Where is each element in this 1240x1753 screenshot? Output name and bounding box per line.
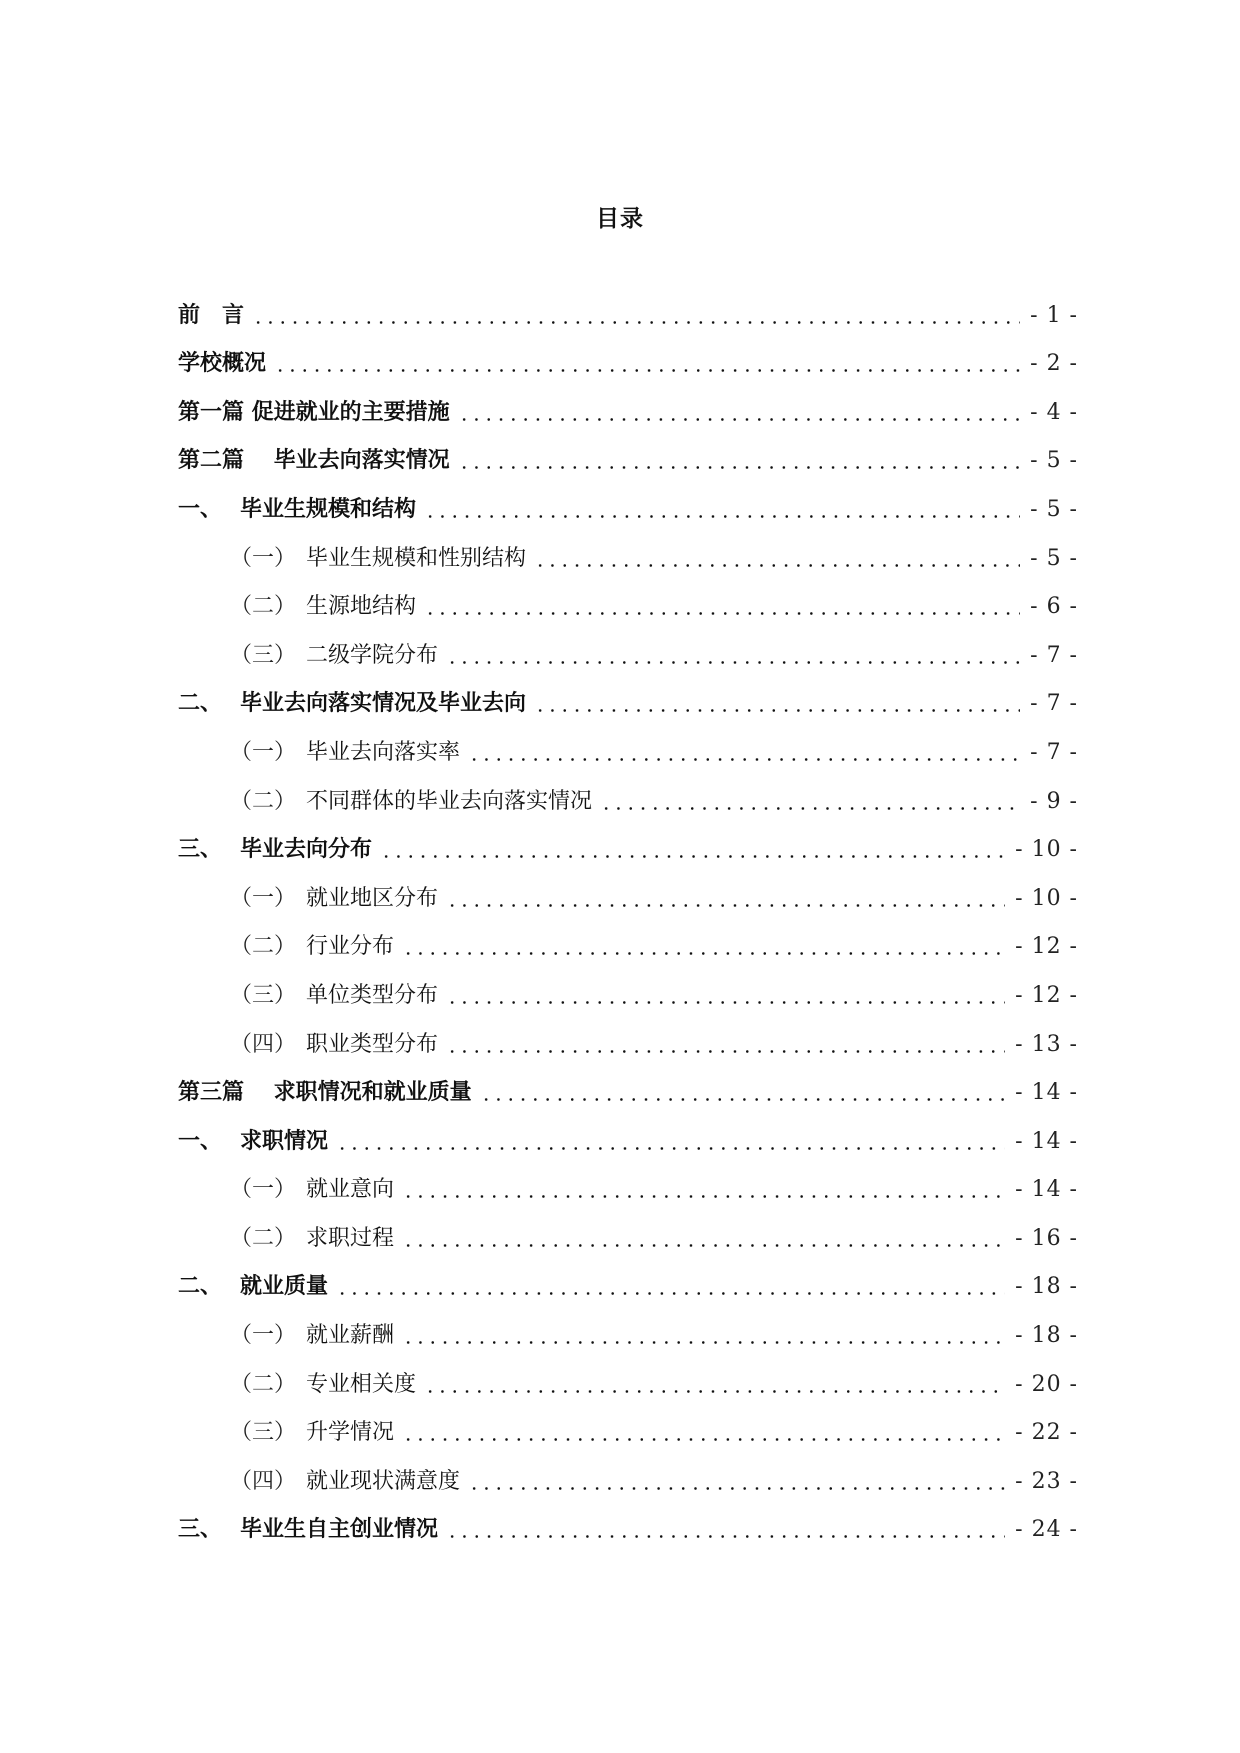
dot-leader xyxy=(252,321,1020,324)
toc-entry-title[interactable]: 二级学院分布 xyxy=(306,642,439,668)
toc-entry-page-number: - 6 - xyxy=(1030,594,1078,620)
toc-entry-page-number: - 10 - xyxy=(1015,885,1078,911)
toc-entry[interactable] xyxy=(178,385,1078,434)
toc-entry-page-number: - 24 - xyxy=(1015,1517,1078,1543)
dot-leader xyxy=(402,1438,1005,1441)
toc-entry-page-number: - 5 - xyxy=(1030,545,1078,571)
toc-entry-page-number: - 14 - xyxy=(1015,1080,1078,1106)
toc-entry[interactable] xyxy=(178,920,1078,969)
toc-entry[interactable] xyxy=(178,823,1078,872)
toc-entry[interactable] xyxy=(178,1066,1078,1115)
dot-leader xyxy=(336,1292,1005,1295)
dot-leader xyxy=(458,466,1020,469)
toc-entry-page-number: - 4 - xyxy=(1030,399,1078,425)
dot-leader xyxy=(446,1050,1005,1053)
toc-entry-page-number: - 10 - xyxy=(1015,837,1078,863)
toc-entry-title[interactable]: 单位类型分布 xyxy=(306,982,439,1008)
toc-entry-title[interactable]: 毕业去向落实率 xyxy=(306,739,461,765)
toc-entry-title[interactable]: 升学情况 xyxy=(306,1420,395,1446)
toc-entry-number: 一、 xyxy=(178,1128,223,1154)
toc-entry-title[interactable]: 毕业去向落实情况及毕业去向 xyxy=(240,691,527,717)
toc-entry-number: （三） xyxy=(230,1420,297,1446)
toc-entry-page-number: - 7 - xyxy=(1030,691,1078,717)
dot-leader xyxy=(446,661,1020,664)
toc-entry-page-number: - 2 - xyxy=(1030,351,1078,377)
toc-entry-number: （二） xyxy=(230,594,297,620)
toc-entry-title[interactable]: 第三篇 求职情况和就业质量 xyxy=(178,1080,472,1106)
toc-entry-number: （二） xyxy=(230,1371,297,1397)
toc-entry-page-number: - 7 - xyxy=(1030,739,1078,765)
toc-entry-title[interactable]: 就业意向 xyxy=(306,1177,395,1203)
toc-entry[interactable] xyxy=(178,1454,1078,1503)
dot-leader xyxy=(458,418,1020,421)
toc-entry-page-number: - 23 - xyxy=(1015,1468,1078,1494)
toc-entry-title[interactable]: 专业相关度 xyxy=(306,1371,417,1397)
toc-entry-page-number: - 9 - xyxy=(1030,788,1078,814)
toc-entry[interactable] xyxy=(178,774,1078,823)
toc-entry[interactable] xyxy=(178,482,1078,531)
toc-entry-page-number: - 7 - xyxy=(1030,642,1078,668)
toc-entry[interactable] xyxy=(178,1308,1078,1357)
toc-entry-page-number: - 1 - xyxy=(1030,302,1078,328)
toc-entry-number: （一） xyxy=(230,1177,297,1203)
toc-entry[interactable] xyxy=(178,1163,1078,1212)
dot-leader xyxy=(424,515,1020,518)
toc-entry[interactable] xyxy=(178,1114,1078,1163)
toc-entry-page-number: - 5 - xyxy=(1030,448,1078,474)
dot-leader xyxy=(468,758,1020,761)
toc-entry-number: （一） xyxy=(230,545,297,571)
toc-entry-page-number: - 12 - xyxy=(1015,934,1078,960)
dot-leader xyxy=(446,1535,1005,1538)
dot-leader xyxy=(336,1147,1005,1150)
dot-leader xyxy=(534,709,1020,712)
toc-entry-page-number: - 16 - xyxy=(1015,1225,1078,1251)
toc-entry[interactable] xyxy=(178,337,1078,386)
toc-entry-number: （四） xyxy=(230,1468,297,1494)
toc-entry[interactable] xyxy=(178,288,1078,337)
toc-entry-title[interactable]: 就业地区分布 xyxy=(306,885,439,911)
toc-entry-title[interactable]: 求职情况 xyxy=(240,1128,329,1154)
toc-entry-number: （一） xyxy=(230,1323,297,1349)
toc-entry-page-number: - 14 - xyxy=(1015,1128,1078,1154)
toc-entry-title[interactable]: 第一篇 促进就业的主要措施 xyxy=(178,399,450,425)
dot-leader xyxy=(380,855,1005,858)
toc-entry-number: （二） xyxy=(230,1225,297,1251)
dot-leader xyxy=(600,807,1020,810)
toc-entry[interactable] xyxy=(178,1357,1078,1406)
toc-entry[interactable] xyxy=(178,531,1078,580)
toc-entry[interactable] xyxy=(178,1017,1078,1066)
toc-entry-number: 二、 xyxy=(178,1274,223,1300)
toc-entry-title[interactable]: 前 言 xyxy=(178,302,245,328)
toc-entry[interactable] xyxy=(178,725,1078,774)
toc-entry-title[interactable]: 第二篇 毕业去向落实情况 xyxy=(178,448,450,474)
toc-entry-title[interactable]: 毕业生自主创业情况 xyxy=(240,1517,439,1543)
toc-entry-title[interactable]: 职业类型分布 xyxy=(306,1031,439,1057)
toc-entry-title[interactable]: 就业现状满意度 xyxy=(306,1468,461,1494)
dot-leader xyxy=(446,904,1005,907)
toc-entry-page-number: - 14 - xyxy=(1015,1177,1078,1203)
toc-entry-title[interactable]: 学校概况 xyxy=(178,351,267,377)
toc-entry[interactable] xyxy=(178,628,1078,677)
page-title: 目录 xyxy=(596,206,644,232)
toc-entry-page-number: - 20 - xyxy=(1015,1371,1078,1397)
toc-entry-page-number: - 22 - xyxy=(1015,1420,1078,1446)
dot-leader xyxy=(424,612,1020,615)
toc-entry-number: （二） xyxy=(230,934,297,960)
toc-entry[interactable] xyxy=(178,871,1078,920)
dot-leader xyxy=(402,1341,1005,1344)
toc-entry-number: （一） xyxy=(230,739,297,765)
toc-entry-title[interactable]: 行业分布 xyxy=(306,934,395,960)
dot-leader xyxy=(534,564,1020,567)
toc-entry-title[interactable]: 就业薪酬 xyxy=(306,1323,395,1349)
toc-entry-page-number: - 13 - xyxy=(1015,1031,1078,1057)
toc-entry-number: 三、 xyxy=(178,837,223,863)
toc-entry-page-number: - 18 - xyxy=(1015,1323,1078,1349)
toc-entry-title[interactable]: 毕业去向分布 xyxy=(240,837,373,863)
toc-entry-number: （三） xyxy=(230,982,297,1008)
dot-leader xyxy=(480,1098,1005,1101)
toc-entry[interactable] xyxy=(178,580,1078,629)
dot-leader xyxy=(402,1244,1005,1247)
toc-entry[interactable] xyxy=(178,1211,1078,1260)
toc-entry-title[interactable]: 求职过程 xyxy=(306,1225,395,1251)
toc-entry-page-number: - 5 - xyxy=(1030,496,1078,522)
dot-leader xyxy=(446,1001,1005,1004)
toc-entry-number: （一） xyxy=(230,885,297,911)
toc-entry-page-number: - 12 - xyxy=(1015,982,1078,1008)
toc-entry[interactable] xyxy=(178,677,1078,726)
toc-entry-number: 二、 xyxy=(178,691,223,717)
toc-entry[interactable] xyxy=(178,968,1078,1017)
toc-entry[interactable] xyxy=(178,1406,1078,1455)
toc-entry-title[interactable]: 生源地结构 xyxy=(306,594,417,620)
dot-leader xyxy=(274,369,1020,372)
toc-entry-title[interactable]: 就业质量 xyxy=(240,1274,329,1300)
dot-leader xyxy=(424,1390,1005,1393)
table-of-contents xyxy=(178,288,1078,1551)
toc-entry-title[interactable]: 毕业生规模和结构 xyxy=(240,496,417,522)
toc-entry-number: （四） xyxy=(230,1031,297,1057)
dot-leader xyxy=(402,952,1005,955)
toc-entry[interactable] xyxy=(178,1260,1078,1309)
toc-entry-number: 三、 xyxy=(178,1517,223,1543)
toc-entry-number: （三） xyxy=(230,642,297,668)
dot-leader xyxy=(402,1195,1005,1198)
dot-leader xyxy=(468,1487,1005,1490)
toc-entry-number: （二） xyxy=(230,788,297,814)
toc-entry-title[interactable]: 毕业生规模和性别结构 xyxy=(306,545,527,571)
toc-entry[interactable] xyxy=(178,1503,1078,1552)
toc-entry-number: 一、 xyxy=(178,496,223,522)
toc-entry-title[interactable]: 不同群体的毕业去向落实情况 xyxy=(306,788,593,814)
toc-entry[interactable] xyxy=(178,434,1078,483)
toc-entry-page-number: - 18 - xyxy=(1015,1274,1078,1300)
